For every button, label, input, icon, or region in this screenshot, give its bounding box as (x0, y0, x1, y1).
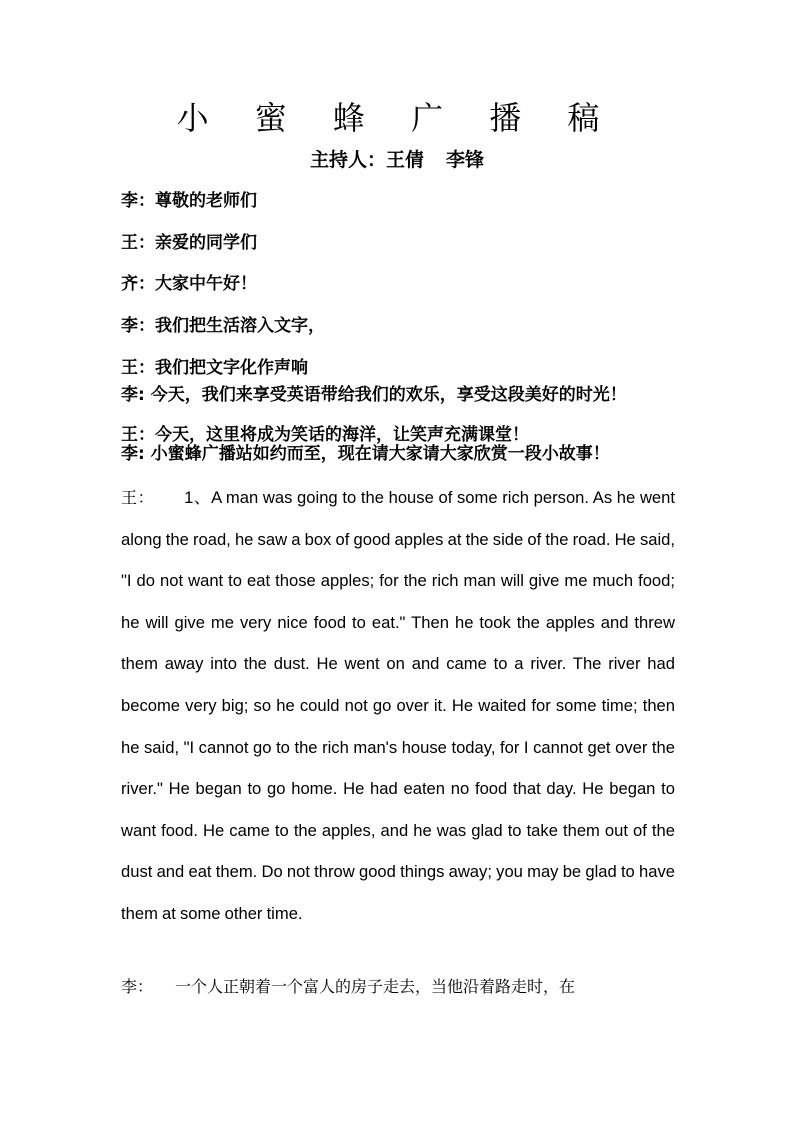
translation-paragraph (121, 974, 677, 1000)
dialogue-line: 王：今天，这里将成为笑话的海洋，让笑声充满课堂！ (121, 425, 529, 445)
dialogue-line: 李: 今天，我们来享受英语带给我们的欢乐，享受这段美好的时光！ (121, 385, 627, 405)
dialogue-line: 李：我们把生活溶入文字， (121, 316, 325, 336)
hosts-second: 李锋 (446, 149, 485, 171)
story-paragraph (121, 477, 675, 935)
dialogue-line: 齐：大家中午好！ (121, 274, 257, 294)
translation-text: 一个人正朝着一个富人的房子走去，当他沿着路走时，在 (175, 977, 576, 996)
story-text: 1、A man was going to the house of some rich person. As he went along the road, he saw a box of good apples at the side of the road. He said, "I do not want to eat those apples; for the rich man will give me much food; he will give me very nice food to eat." Then he took the apples and threw them away into the dust. He went on and came to a river. The river had become very big; so he could not go over it. He waited for some time; then he said, "I cannot go to the rich man's house today, for I cannot get over the river." He began to go home. He had eaten no food that day. He began to want food. He came to the apples, and he was glad to take them out of the dust and eat them. Do not throw good things away; you may be glad to have them at some other time. (121, 488, 675, 923)
dialogue-line: 李：尊敬的老师们 (121, 191, 257, 211)
hosts-line (0, 146, 794, 174)
dialogue-line: 王：我们把文字化作声响 (121, 358, 308, 378)
page-title: 小 蜜 蜂 广 播 稿 (176, 99, 618, 137)
dialogue-line: 李: 小蜜蜂广播站如约而至，现在请大家请大家欣赏一段小故事！ (121, 444, 610, 464)
hosts-label: 主持人：王倩 (309, 149, 424, 171)
translation-speaker: 李： (121, 977, 154, 996)
story-speaker: 王： (121, 488, 155, 507)
dialogue-line: 王：亲爱的同学们 (121, 233, 257, 253)
